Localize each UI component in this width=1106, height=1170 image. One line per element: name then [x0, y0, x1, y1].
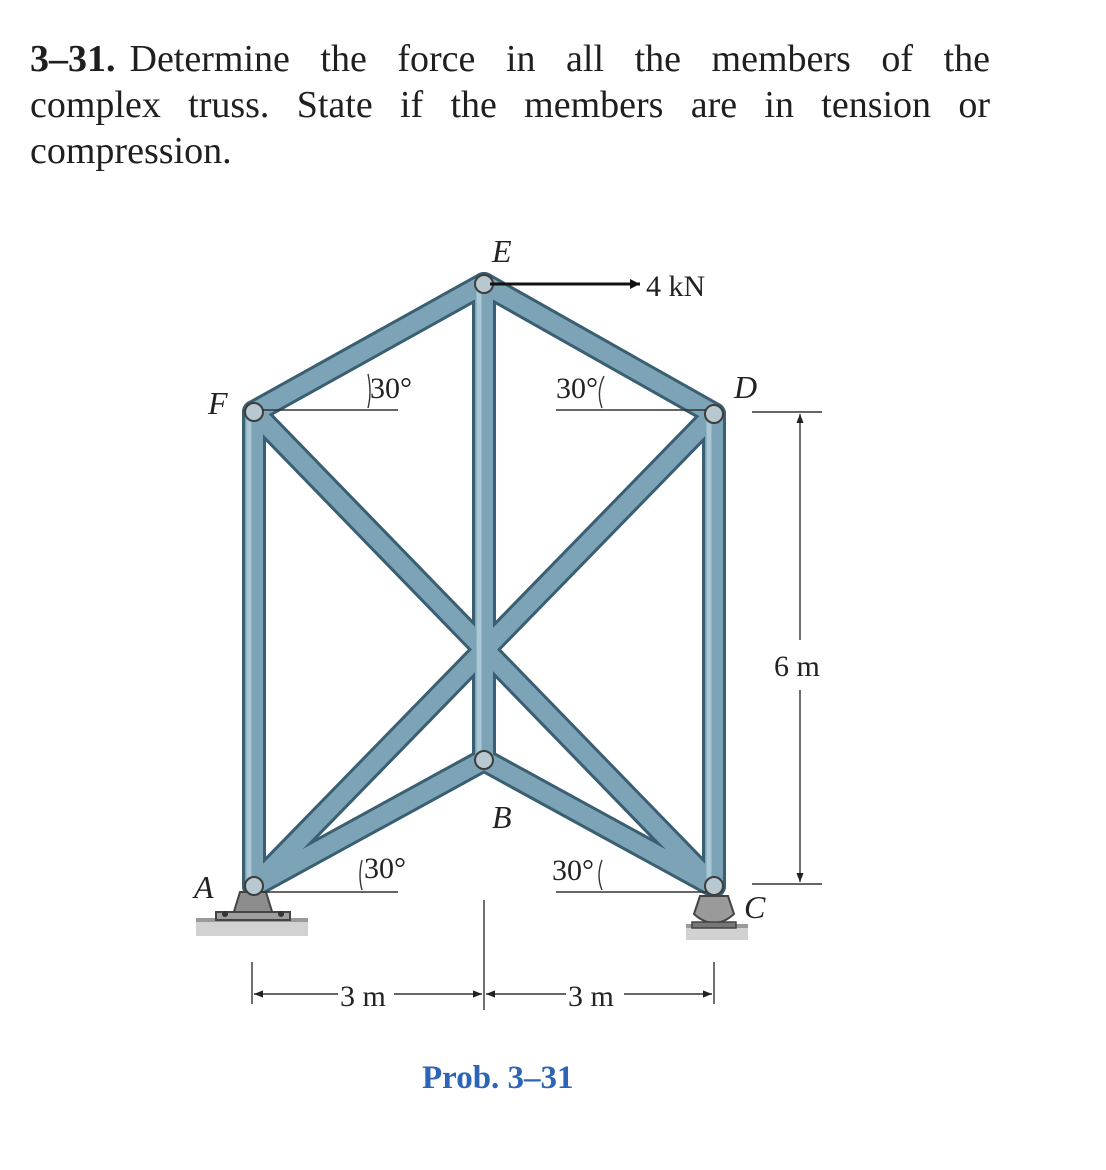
figure-caption: Prob. 3–31: [422, 1060, 574, 1096]
dimension-label-height: 6 m: [774, 650, 820, 683]
angle-arc-ab: [360, 860, 362, 890]
problem-number: 3–31.: [30, 38, 116, 80]
pin-c: [705, 877, 723, 895]
angle-label-ab: 30°: [364, 852, 406, 885]
rocker-support-c: [692, 896, 736, 928]
dimension-label-right: 3 m: [568, 980, 614, 1013]
problem-text-1: Determine the force in all the members of the: [129, 38, 990, 80]
dimension-height: [752, 412, 822, 884]
joint-label-e: E: [492, 233, 512, 269]
dimension-label-left: 3 m: [340, 980, 386, 1013]
pin-b: [475, 751, 493, 769]
joint-label-f: F: [208, 385, 228, 421]
problem-line-2: complex truss. State if the members are in tension or: [30, 84, 990, 126]
angle-label-bc: 30°: [552, 854, 594, 887]
angle-arc-ed: [599, 376, 604, 408]
pin-a: [245, 877, 263, 895]
pin-support-a: [216, 892, 290, 920]
joint-label-c: C: [744, 889, 766, 925]
angle-label-ed: 30°: [556, 372, 598, 405]
joint-label-b: B: [492, 799, 512, 835]
angle-arc-bc: [599, 860, 602, 890]
angle-label-fe: 30°: [370, 372, 412, 405]
joint-label-a: A: [194, 869, 214, 905]
joint-label-d: D: [734, 369, 758, 405]
pin-d: [705, 405, 723, 423]
dimension-spans: [252, 900, 714, 1010]
problem-line-3: compression.: [30, 130, 232, 172]
pin-f: [245, 403, 263, 421]
load-label: 4 kN: [646, 270, 706, 303]
